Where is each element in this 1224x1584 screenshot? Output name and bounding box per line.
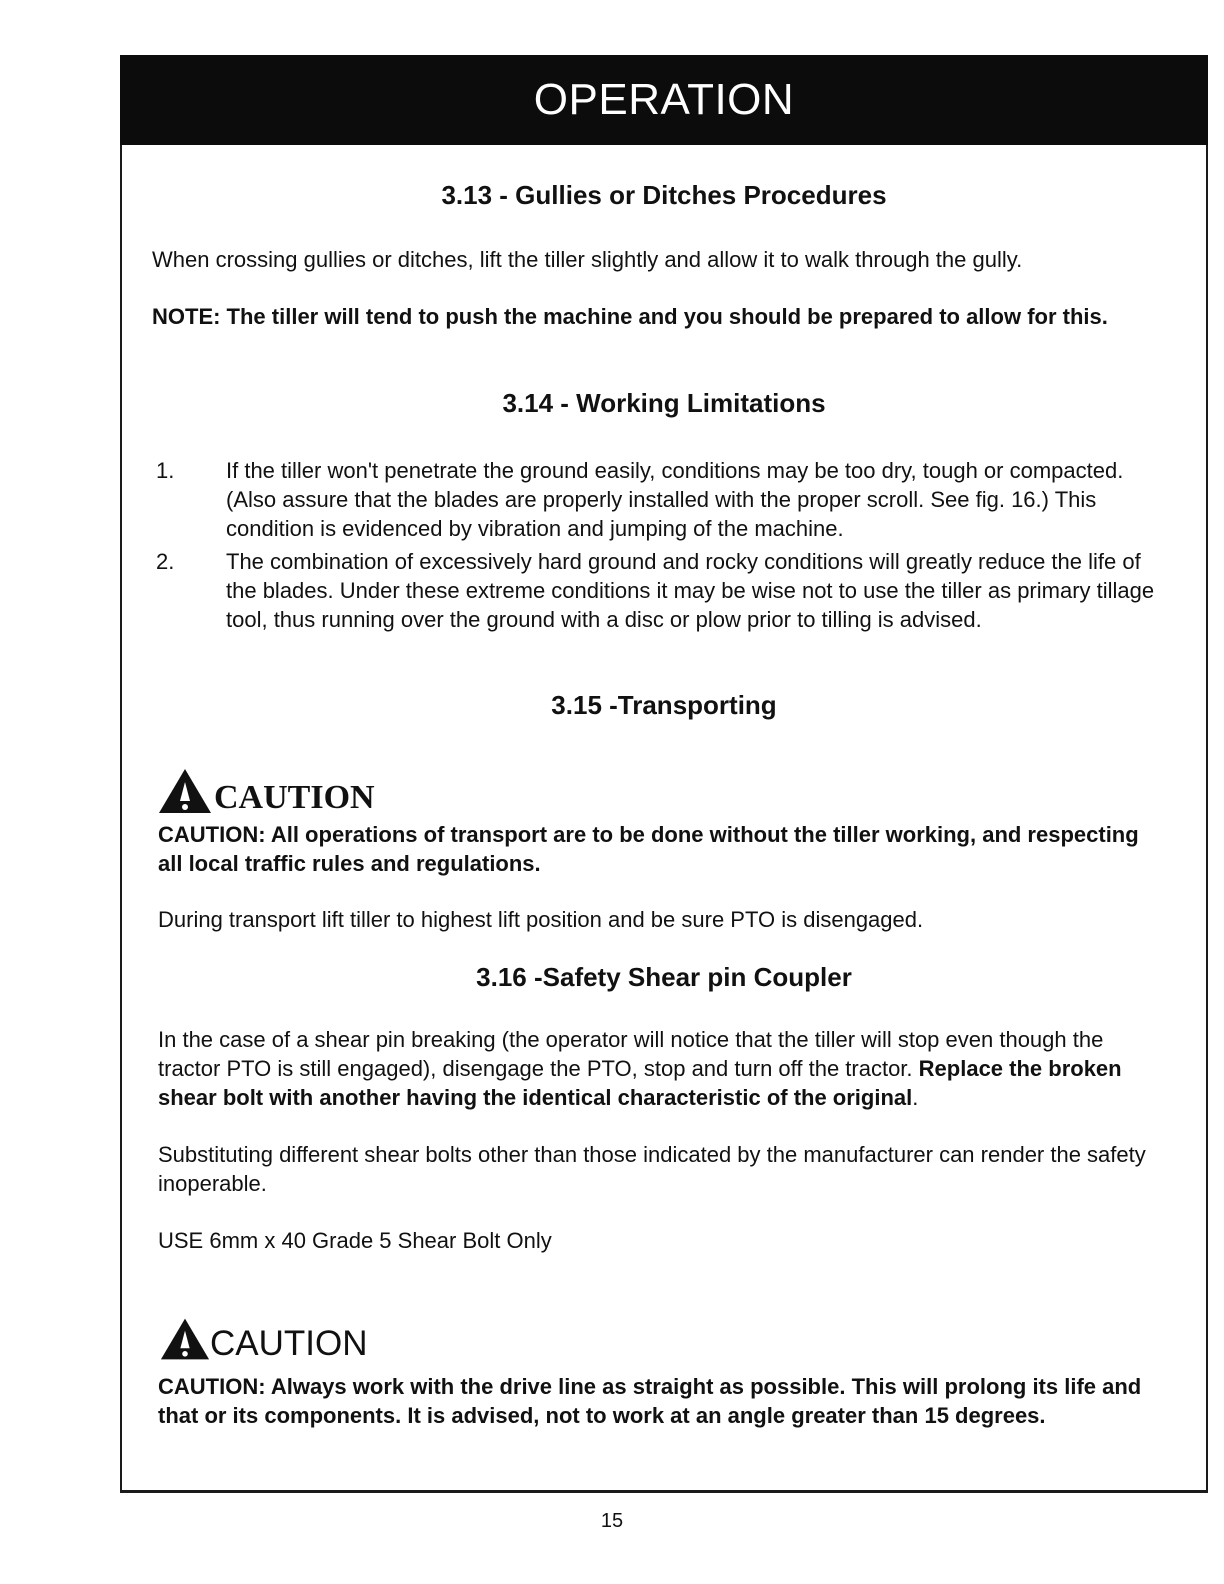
driveline-caution-text: CAUTION: Always work with the drive line as straight as possible. This will prolong its life and that or its components. It is advised, not to work at an angle greater than 15 degrees. (158, 1374, 1142, 1428)
page-title: OPERATION (533, 75, 795, 124)
shear-pin-body-end: . (912, 1085, 919, 1110)
warning-triangle-icon (158, 767, 212, 815)
caution-label-text: CAUTION (210, 1324, 368, 1363)
caution-label-2 (160, 1316, 368, 1362)
list-item-number: 1. (156, 458, 175, 483)
list-item-text: The combination of excessively hard ground and rocky conditions will greatly reduce the life of the blades. Under these extreme conditions it may be wise not to use the tiller as primary tillage tool, thus running over the ground with a disc or plow prior to tilling is advised. (226, 549, 1155, 632)
heading-3-13: 3.13 - Gullies or Ditches Procedures (441, 180, 887, 210)
caution-label-1 (158, 767, 375, 815)
list-item (156, 456, 1168, 546)
shear-bolt-spec: USE 6mm x 40 Grade 5 Shear Bolt Only (158, 1228, 552, 1253)
transport-caution-text: CAUTION: All operations of transport are to be done without the tiller working, and respecting all local traffic rules and regulations. (158, 822, 1139, 876)
list-item-number: 2. (156, 549, 175, 574)
heading-3-16: 3.16 -Safety Shear pin Coupler (476, 962, 852, 992)
page-number: 15 (600, 1510, 624, 1532)
heading-3-15: 3.15 -Transporting (551, 690, 777, 720)
caution-label-text: CAUTION (214, 779, 375, 816)
gullies-body: When crossing gullies or ditches, lift the tiller slightly and allow it to walk through the gully. (152, 247, 1023, 272)
list-item-text: If the tiller won't penetrate the ground easily, conditions may be too dry, tough or compacted. (Also assure that the blades are properly installed with the proper scroll. See fig. 16.) This condition is evidenced by vibration and jumping of the machine. (226, 458, 1124, 541)
header-bar (120, 55, 1208, 145)
shear-pin-body-bold: Replace the broken shear bolt with another having the identical characteristic of the original (158, 1056, 1122, 1110)
warning-triangle-icon (160, 1316, 210, 1362)
shear-pin-body (158, 1025, 1158, 1112)
substituting-text: Substituting different shear bolts other than those indicated by the manufacturer can render the safety inoperable. (158, 1142, 1146, 1196)
gullies-note: NOTE: The tiller will tend to push the machine and you should be prepared to allow for this. (152, 304, 1108, 329)
heading-3-14: 3.14 - Working Limitations (502, 388, 826, 418)
list-item (156, 547, 1168, 637)
shear-pin-body-plain: In the case of a shear pin breaking (the operator will notice that the tiller will stop even though the tractor PTO is still engaged), disengage the PTO, stop and turn off the tractor. (158, 1027, 1104, 1081)
transport-body: During transport lift tiller to highest lift position and be sure PTO is disengaged. (158, 907, 924, 932)
